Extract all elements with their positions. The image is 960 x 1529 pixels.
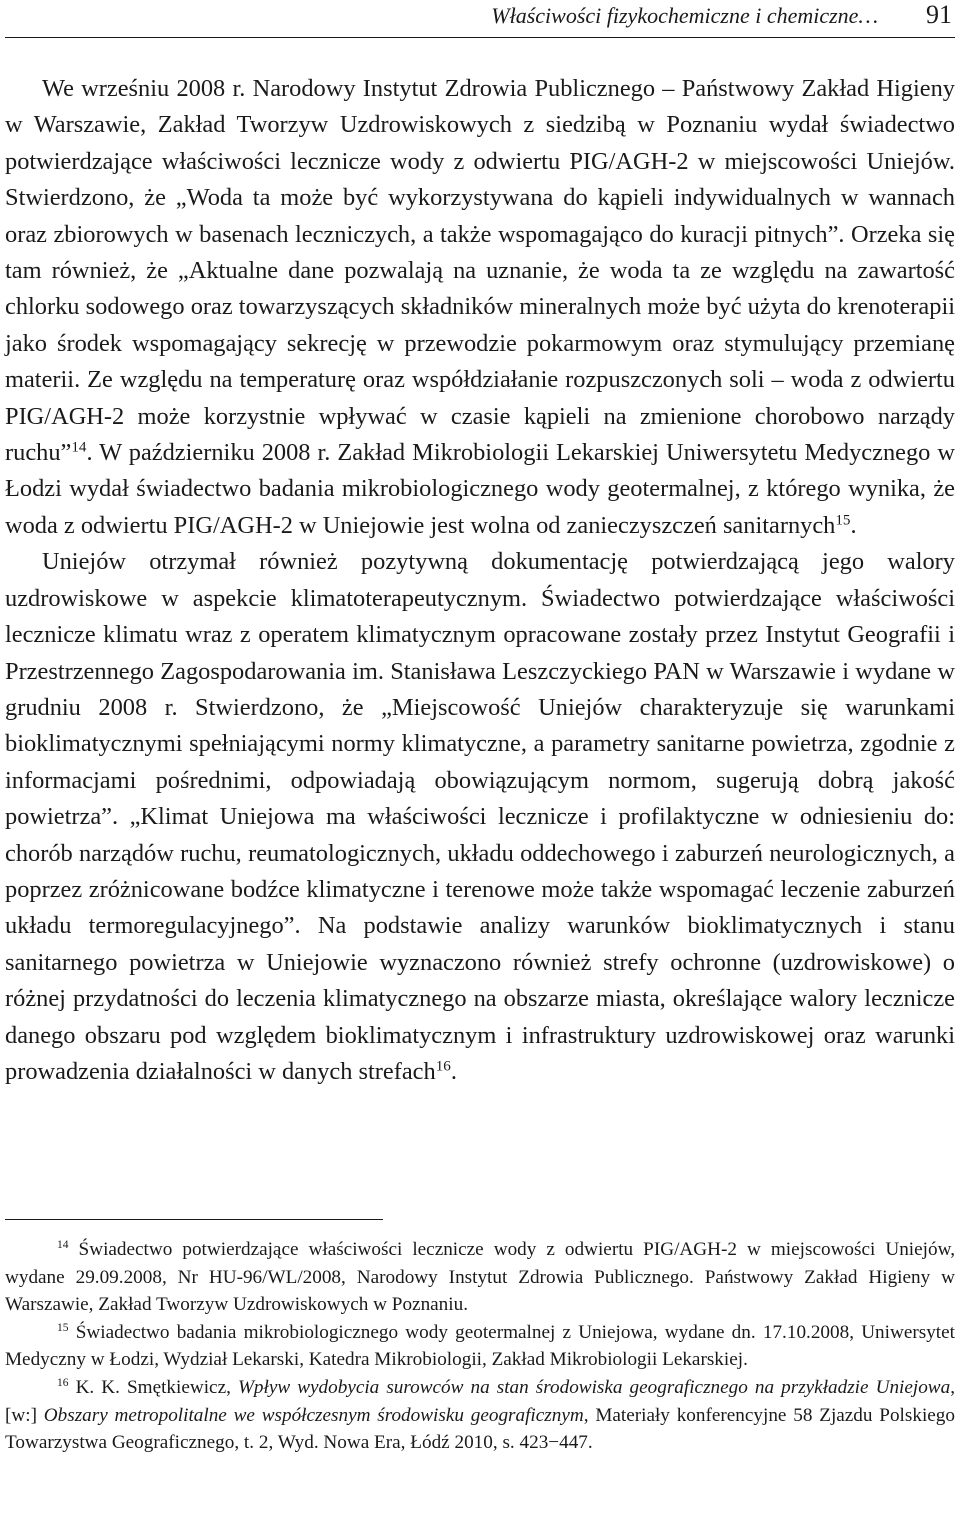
running-header <box>0 0 960 38</box>
paragraph-2-text-a: Uniejów otrzymał również pozytywną dokumentację potwierdzającą jego walory uzdrowiskowe w aspekcie klimatoterapeutycznym. Świadectwo potwierdzające właściwości lecznicze klimatu wraz z operatem klimatycznym opracowane zostały przez Instytut Geografii i Przestrzennego Zagospodarowania im. Stanisława Leszczyckiego PAN w Warszawie i wydane w grudniu 2008 r. Stwierdzono, że „Miejscowość Uniejów charakteryzuje się warunkami bioklimatycznymi spełniającymi normy klimatyczne, a parametry sanitarne powietrza, zgodnie z informacjami pośrednimi, odpowiadają obowiązującym normom, sugerują dobrą jakość powietrza”. „Klimat Uniejowa ma właściwości lecznicze i profilaktyczne w odniesieniu do: chorób narządów ruchu, reumatologicznych, układu oddechowego i zaburzeń neurologicznych, a poprzez zróżnicowane bodźce klimatyczne i terenowe może także wspomagać leczenie zaburzeń układu termoregulacyjnego”. Na podstawie analizy warunków bioklimatycznych i stanu sanitarnego powietrza w Uniejowie wyznaczono również strefy ochronne (uzdrowiskowe) o różnej przydatności do leczenia klimatycznego na obszarze miasta, określające walory lecznicze danego obszaru pod względem bioklimatycznym i infrastruktury uzdrowiskowej oraz warunki prowadzenia działalności w danych strefach <box>5 548 955 1085</box>
footnote-text: Świadectwo badania mikrobiologicznego wody geotermalnej z Uniejowa, wydane dn. 17.10.2008, Uniwersytet Medyczny w Łodzi, Wydział Lekarski, Katedra Mikrobiologii, Zakład Mikrobiologii Lekarskiej. <box>5 1321 955 1371</box>
paragraph-1-text-a: We wrześniu 2008 r. Narodowy Instytut Zdrowia Publicznego – Państwowy Zakład Higieny w Warszawie, Zakład Tworzyw Uzdrowiskowych z siedzibą w Poznaniu wydał świadectwo potwierdzające właściwości lecznicze wody z odwiertu PIG/AGH-2 w miejscowości Uniejów. Stwierdzono, że „Woda ta może być wykorzystywana do kąpieli indywidualnych w wannach oraz zbiorowych w basenach leczniczych, a także wspomagająco do kuracji pitnych”. Orzeka się tam również, że „Aktualne dane pozwalają na uznanie, że woda ta ze względu na zawartość chlorku sodowego oraz towarzyszących składników mineralnych może być użyta do krenoterapii jako środek wspomagający sekrecję w przewodzie pokarmowym oraz stymulujący przemianę materii. Ze względu na temperaturę oraz współdziałanie rozpuszczonych soli – woda z odwiertu PIG/AGH-2 może korzystnie wpływać w czasie kąpieli na zmienione chorobowo narządy ruchu” <box>5 75 955 467</box>
paragraph-1 <box>5 71 955 544</box>
footnote-rest: , Materiały konferencyjne 58 Zjazdu Polskiego Towarzystwa Geograficznego, t. 2, Wyd. Nowa Era, Łódź 2010, s. 423−447. <box>5 1404 955 1454</box>
page-number: 91 <box>926 0 952 29</box>
footnote-16 <box>5 1374 955 1457</box>
footnote-ref-14[interactable]: 14 <box>71 439 87 456</box>
paragraph-1-text-c: . <box>850 511 857 539</box>
running-title: Właściwości fizykochemiczne i chemiczne… <box>491 3 878 28</box>
main-text <box>5 71 955 1090</box>
footnote-source: Obszary metropolitalne we współczesnym środowisku geograficznym <box>43 1404 584 1426</box>
paragraph-1-text-b: . W październiku 2008 r. Zakład Mikrobiologii Lekarskiej Uniwersytetu Medycznego w Łodzi wydał świadectwo badania mikrobiologicznego wody geotermalnej, z którego wynika, że woda z odwiertu PIG/AGH-2 w Uniejowie jest wolna od zanieczyszczeń sanitarnych <box>5 439 955 539</box>
paragraph-2-text-b: . <box>450 1057 457 1085</box>
footnotes <box>5 1236 955 1457</box>
footnote-text: Świadectwo potwierdzające właściwości lecznicze wody z odwiertu PIG/AGH-2 w miejscowości Uniejów, wydane 29.09.2008, Nr HU-96/WL/2008, Narodowy Instytut Zdrowia Publicznego. Państwowy Zakład Higieny w Warszawie, Zakład Tworzyw Uzdrowiskowych w Poznaniu. <box>5 1239 955 1316</box>
paragraph-2 <box>5 544 955 1090</box>
footnote-ref-16[interactable]: 16 <box>435 1058 451 1075</box>
footnote-author: K. K. Smętkiewicz, <box>75 1376 238 1398</box>
footnote-ref-15[interactable]: 15 <box>835 512 851 529</box>
footnote-number: 16 <box>57 1377 69 1390</box>
footnote-number: 15 <box>57 1321 69 1334</box>
footnote-separator <box>5 1219 383 1220</box>
header-rule <box>5 37 955 38</box>
footnote-title: Wpływ wydobycia surowców na stan środowiska geograficznego na przykładzie Uniejowa <box>237 1376 951 1398</box>
footnote-15 <box>5 1319 955 1374</box>
footnote-14 <box>5 1236 955 1319</box>
footnote-number: 14 <box>57 1239 69 1252</box>
footnote-in: , [w:] <box>5 1376 955 1426</box>
